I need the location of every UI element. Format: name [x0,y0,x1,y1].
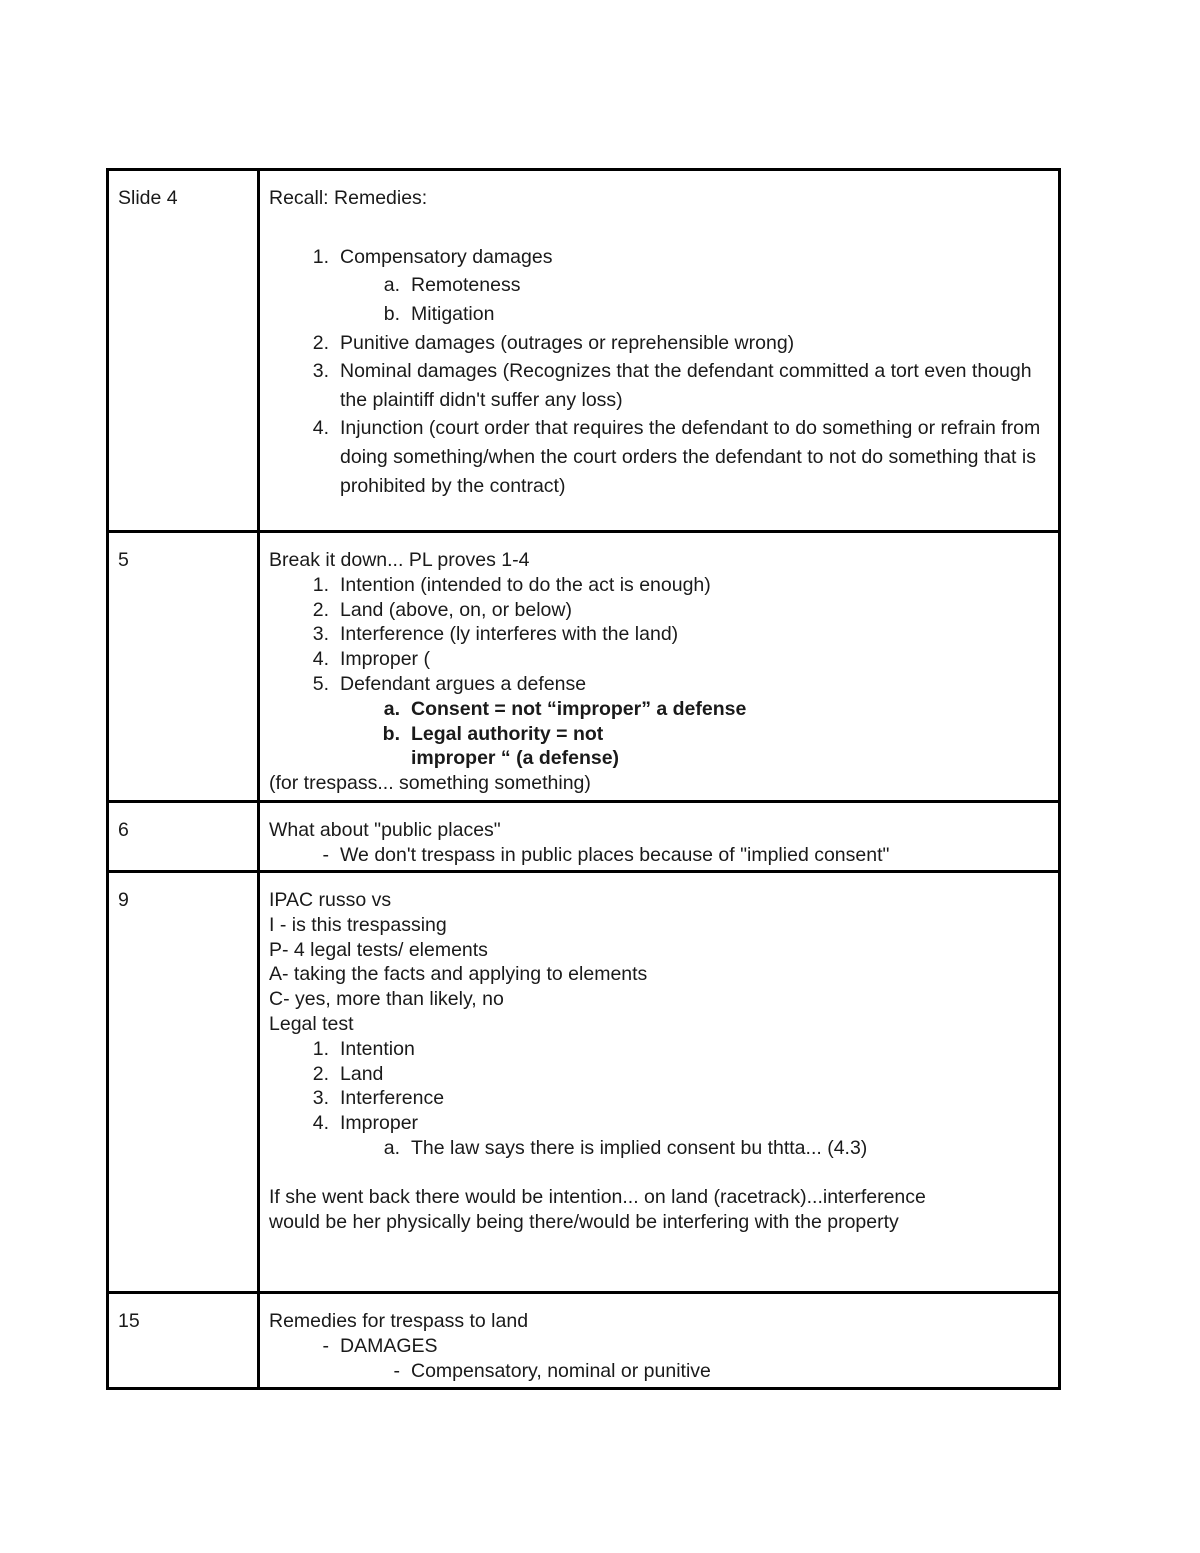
list-item: 4. Improper ( [312,648,430,671]
list-item: 3. Interference (ly interferes with the land) [312,623,679,646]
slide-number: 5 [118,549,129,571]
list-item: 2. Land (above, on, or below) [312,598,572,621]
list-item: 3. Nominal damages (Recognizes that the defendant committed a tort even though the plaintiff didn't suffer any loss) [312,360,1032,411]
table-row [108,170,1060,532]
notes-paragraph: If she went back there would be intention... on land (racetrack)...interference [269,1185,926,1208]
list-item: 1. Compensatory damages [312,245,553,268]
notes-heading: Break it down... PL proves 1-4 [269,549,530,571]
slide-cell [108,872,259,1293]
slide-cell [108,802,259,872]
notes-cell [259,802,1060,872]
slide-cell [108,532,259,802]
sub-bullet-item: - Compensatory, nominal or punitive [393,1359,711,1382]
list-item: 1. Intention [312,1037,415,1060]
bullet-item: - DAMAGES [322,1334,438,1357]
list-item: 1. Intention (intended to do the act is enough) [312,573,711,596]
list-item: 4. Injunction (court order that requires the defendant to do something or refrain from doing something/when the court orders the defendant to not do something that is prohibited by the contract) [312,417,1041,497]
notes-line: A- taking the facts and applying to elements [269,963,648,986]
notes-heading: Remedies for trespass to land [269,1310,529,1332]
sub-list-item: a. The law says there is implied consent bu thtta... (4.3) [383,1136,868,1159]
notes-line: Legal test [269,1012,354,1035]
notes-line: IPAC russo vs [269,889,392,911]
notes-line: C- yes, more than likely, no [269,988,504,1011]
notes-footer: (for trespass... something something) [269,772,591,795]
slide-cell [108,1293,259,1389]
slide-number: 9 [118,889,129,911]
sub-list-item: a. Remoteness [383,274,521,297]
sub-list-item: b. Mitigation [383,302,495,325]
notes-heading: What about "public places" [269,819,501,841]
notes-cell [259,170,1060,532]
notes-cell [259,1293,1060,1389]
list-item: 2. Land [312,1062,384,1085]
notes-cell [259,532,1060,802]
notes-cell [259,872,1060,1293]
list-item: 4. Improper [312,1112,419,1135]
table-row [108,532,1060,802]
sub-list-item: b. Legal authority = not improper “ (a defense) [382,722,620,770]
notes-line: P- 4 legal tests/ elements [269,938,488,961]
table-row [108,1293,1060,1389]
list-item: 5. Defendant argues a defense [312,672,587,695]
notes-paragraph: would be her physically being there/would be interfering with the property [269,1210,899,1233]
slide-number: Slide 4 [118,187,178,209]
notes-heading: Recall: Remedies: [269,187,428,209]
sub-list-item: a. Consent = not “improper” a defense [383,697,747,720]
notes-table [106,168,1061,1390]
table-row [108,802,1060,872]
list-item: 3. Interference [312,1087,445,1110]
bullet-item: - We don't trespass in public places because of "implied consent" [322,843,890,866]
slide-number: 15 [118,1310,140,1332]
list-item: 2. Punitive damages (outrages or reprehensible wrong) [312,331,795,354]
table-row [108,872,1060,1293]
notes-line: I - is this trespassing [269,913,447,936]
slide-number: 6 [118,819,129,841]
slide-cell [108,170,259,532]
